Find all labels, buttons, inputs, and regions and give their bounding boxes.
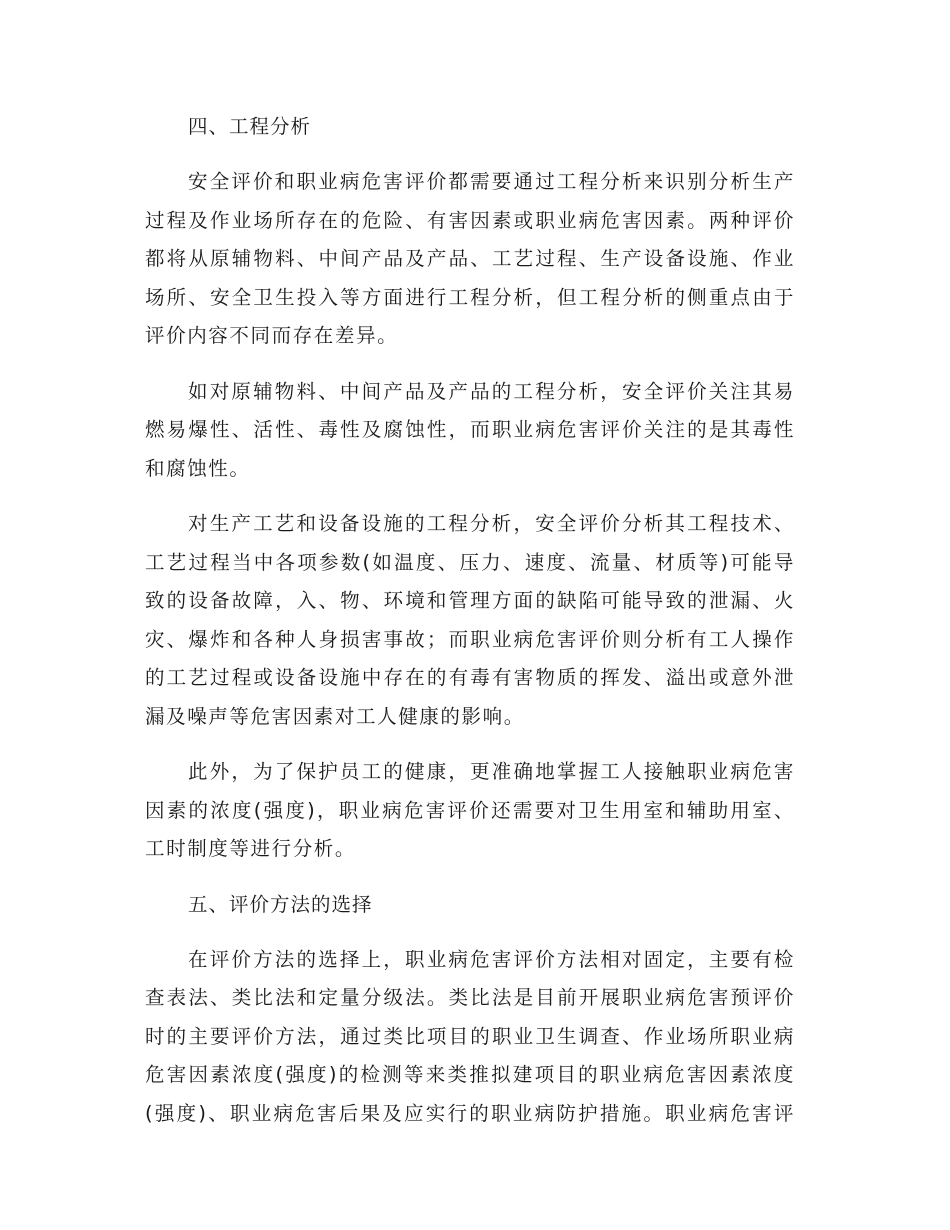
paragraph-line: 安全评价和职业病危害评价都需要通过工程分析来识别分析生产 <box>188 170 795 193</box>
paragraph-line: 危害因素浓度(强度)的检测等来类推拟建项目的职业病危害因素浓度 <box>145 1063 795 1086</box>
paragraph <box>145 505 795 736</box>
paragraph-line: 场所、安全卫生投入等方面进行工程分析，但工程分析的侧重点由于 <box>145 285 795 309</box>
paragraph-line: 的工艺过程或设备设施中存在的有毒有害物质的挥发、溢出或意外泄 <box>145 666 795 689</box>
paragraph-line: 漏及噪声等危害因素对工人健康的影响。 <box>145 704 525 728</box>
paragraph-line: 在评价方法的选择上，职业病危害评价方法相对固定，主要有检 <box>188 947 795 971</box>
paragraph <box>145 163 795 356</box>
paragraph-line: 因素的浓度(强度)，职业病危害评价还需要对卫生用室和辅助用室、 <box>145 798 795 822</box>
paragraph-line: 和腐蚀性。 <box>145 456 251 480</box>
paragraph-line: 时的主要评价方法，通过类比项目的职业卫生调查、作业场所职业病 <box>145 1024 795 1048</box>
paragraph-line: 此外，为了保护员工的健康，更准确地掌握工人接触职业病危害 <box>188 760 795 783</box>
paragraph-line: 对生产工艺和设备设施的工程分析，安全评价分析其工程技术、 <box>188 512 795 535</box>
paragraph-line: 致的设备故障，入、物、环境和管理方面的缺陷可能导致的泄漏、火 <box>145 589 795 612</box>
paragraph-line: 如对原辅物料、中间产品及产品的工程分析，安全评价关注其易 <box>188 379 795 403</box>
paragraph <box>145 753 795 869</box>
paragraph-line: 灾、爆炸和各种人身损害事故；而职业病危害评价则分析有工人操作 <box>145 627 795 651</box>
paragraph-line: 工时制度等进行分析。 <box>145 837 357 860</box>
section-heading-engineering-analysis: 四、工程分析 <box>188 115 312 138</box>
paragraph-line: (强度)、职业病危害后果及应实行的职业病防护措施。职业病危害评 <box>145 1101 795 1125</box>
paragraph-line: 燃易爆性、活性、毒性及腐蚀性，而职业病危害评价关注的是其毒性 <box>145 418 795 441</box>
paragraph-line: 工艺过程当中各项参数(如温度、压力、速度、流量、材质等)可能导 <box>145 550 795 574</box>
document-body <box>145 108 795 1150</box>
paragraph <box>145 941 795 1134</box>
paragraph-line: 都将从原辅物料、中间产品及产品、工艺过程、生产设备设施、作业 <box>145 247 795 270</box>
section-heading-evaluation-method: 五、评价方法的选择 <box>188 892 373 916</box>
paragraph <box>145 373 795 489</box>
paragraph-line: 过程及作业场所存在的危险、有害因素或职业病危害因素。两种评价 <box>145 208 795 232</box>
paragraph-line: 查表法、类比法和定量分级法。类比法是目前开展职业病危害预评价 <box>145 986 795 1009</box>
paragraph-line: 评价内容不同而存在差异。 <box>145 324 399 347</box>
